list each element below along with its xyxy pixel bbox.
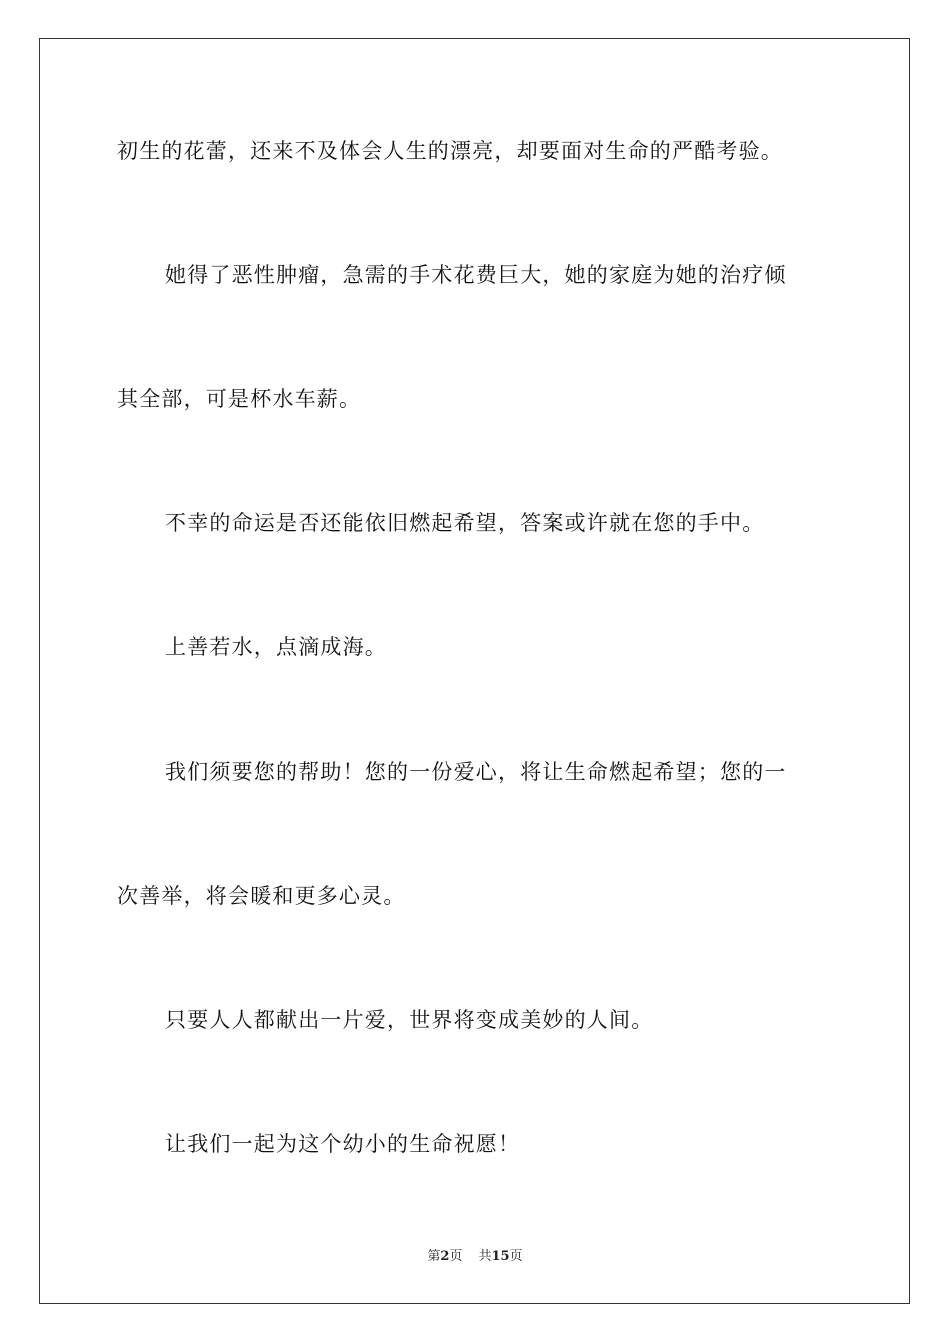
total-label-suffix: 页 <box>509 1249 523 1264</box>
page-footer <box>0 1248 950 1266</box>
paragraph-line: 她得了恶性肿瘤，急需的手术花费巨大，她的家庭为她的治疗倾 <box>165 263 787 287</box>
page-label-prefix: 第 <box>427 1249 441 1264</box>
paragraph-line: 上善若水，点滴成海。 <box>165 635 387 659</box>
paragraph-line: 其全部，可是杯水车薪。 <box>117 387 362 411</box>
total-label-prefix: 共 <box>478 1249 492 1264</box>
paragraph-line: 我们须要您的帮助！您的一份爱心，将让生命燃起希望；您的一 <box>165 760 787 784</box>
page-number: 2 <box>440 1249 450 1264</box>
paragraph-line: 次善举，将会暖和更多心灵。 <box>117 884 406 908</box>
paragraph-line: 让我们一起为这个幼小的生命祝愿！ <box>165 1132 521 1156</box>
paragraph-line: 不幸的命运是否还能依旧燃起希望，答案或许就在您的手中。 <box>165 511 765 535</box>
page-frame <box>39 38 910 1304</box>
paragraph-line: 只要人人都献出一片爱，世界将变成美妙的人间。 <box>165 1008 654 1032</box>
paragraph-line: 初生的花蕾，还来不及体会人生的漂亮，却要面对生命的严酷考验。 <box>117 139 783 163</box>
total-pages: 15 <box>491 1249 510 1264</box>
page-label-suffix: 页 <box>449 1249 463 1264</box>
